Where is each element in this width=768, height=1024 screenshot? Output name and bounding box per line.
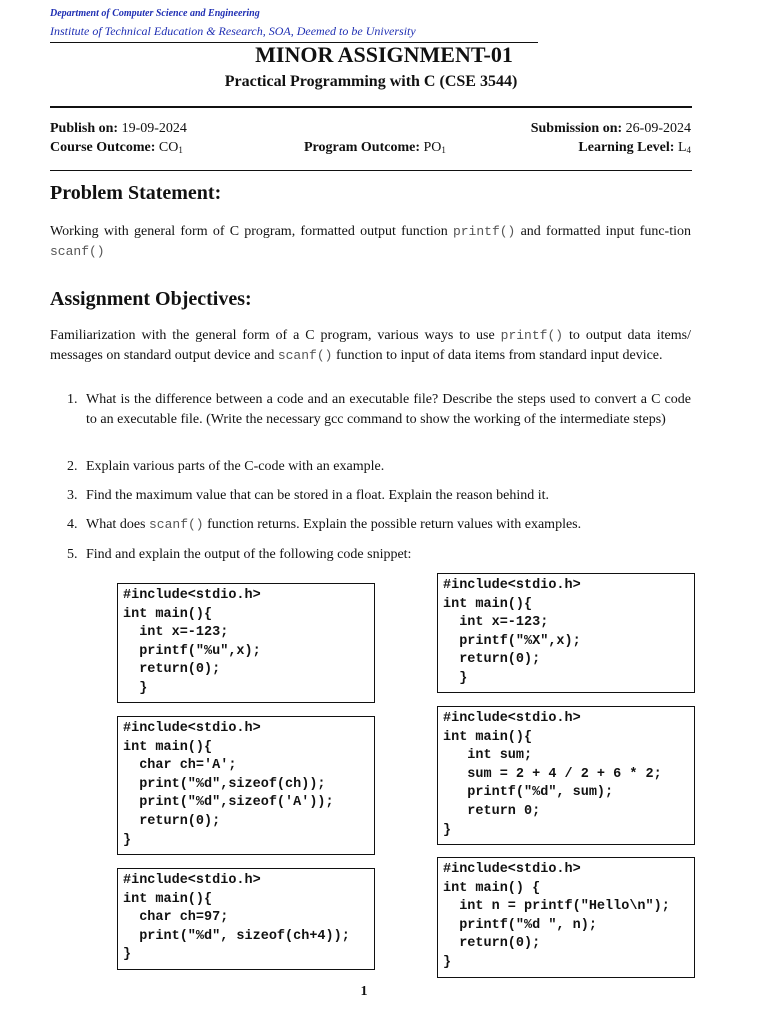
- submission-value: 26-09-2024: [625, 121, 691, 136]
- code-snippet-text: #include<stdio.h> int main(){ char ch='A'; print("%d",sizeof(ch)); print("%d",sizeof('A')); return(0); }: [123, 721, 334, 848]
- printf-code: printf(): [452, 224, 516, 239]
- program-outcome-value: PO: [423, 140, 442, 155]
- institute-name: Institute of Technical Education & Research, SOA, Deemed to be University: [50, 24, 416, 38]
- objectives-text-3: function to input of data items from standard input device.: [332, 347, 663, 363]
- question-number: 2.: [67, 459, 78, 474]
- problem-statement-heading: Problem Statement:: [50, 182, 222, 204]
- learning-level-value: L: [677, 140, 687, 155]
- code-snippet-4: [437, 706, 695, 845]
- question-text: Explain various parts of the C-code with an example.: [86, 459, 385, 474]
- code-snippet-5: [117, 868, 375, 970]
- question-text: [86, 515, 691, 535]
- code-snippet-text: #include<stdio.h> int main(){ int x=-123; printf("%u",x); return(0); }: [123, 588, 261, 696]
- objectives-text-2: to output data items/ messages on standard output device and: [50, 328, 691, 363]
- course-outcome-label: Course Outcome:: [50, 140, 156, 155]
- question-number: 1.: [67, 392, 78, 407]
- program-outcome-label: Program Outcome:: [304, 140, 420, 155]
- question-number: 4.: [67, 517, 78, 532]
- scanf-code: scanf(): [50, 243, 105, 259]
- question-text: Find the maximum value that can be stored in a float. Explain the reason behind it.: [86, 488, 550, 503]
- question-text: Find and explain the output of the following code snippet:: [86, 547, 412, 562]
- meta-rule: [50, 170, 692, 171]
- printf-code: printf(): [500, 328, 564, 343]
- course-outcome: [50, 140, 183, 156]
- objectives-text: [50, 326, 691, 365]
- department-name: Department of Computer Science and Engineering: [50, 8, 260, 19]
- learning-level-sub: 4: [686, 145, 691, 155]
- submission-label: Submission on:: [530, 121, 623, 136]
- code-snippet-1: [117, 583, 375, 703]
- assignment-objectives-heading: Assignment Objectives:: [50, 288, 252, 310]
- course-outcome-value: CO: [158, 140, 179, 155]
- learning-level-label: Learning Level:: [578, 140, 675, 155]
- code-snippet-3: [117, 716, 375, 855]
- course-subtitle: Practical Programming with C (CSE 3544): [224, 73, 518, 90]
- question-text: What is the difference between a code and an executable file? Describe the steps used to convert a C code to an executable file. (Write the necessary gcc command to show the working of the intermediate steps): [86, 392, 691, 427]
- publish-date: [50, 121, 187, 137]
- code-snippet-text: #include<stdio.h> int main() { int n = printf("Hello\n"); printf("%d ", n); return(0); }: [443, 862, 670, 970]
- question-text-before: What does: [86, 517, 149, 532]
- top-thick-rule: [50, 106, 692, 108]
- code-snippet-6: [437, 857, 695, 978]
- code-snippet-text: #include<stdio.h> int main(){ int x=-123; printf("%X",x); return(0); }: [443, 578, 581, 686]
- publish-label: Publish on:: [50, 121, 119, 136]
- assignment-title: MINOR ASSIGNMENT-01: [255, 42, 513, 67]
- code-snippet-text: #include<stdio.h> int main(){ int sum; sum = 2 + 4 / 2 + 6 * 2; printf("%d", sum); return 0; }: [443, 711, 662, 838]
- code-snippet-text: #include<stdio.h> int main(){ char ch=97; print("%d", sizeof(ch+4)); }: [123, 873, 350, 963]
- question-text-after: function returns. Explain the possible return values with examples.: [203, 517, 582, 532]
- scanf-code: scanf(): [148, 517, 204, 532]
- course-outcome-sub: 1: [178, 145, 183, 155]
- problem-statement-text: [50, 222, 691, 261]
- submission-date: [531, 121, 691, 137]
- page-number: 1: [360, 984, 368, 999]
- problem-text-2: and formatted input func-tion: [515, 224, 691, 239]
- publish-value: 19-09-2024: [121, 121, 187, 136]
- scanf-code: scanf(): [277, 347, 333, 363]
- objectives-text-1: Familiarization with the general form of a C program, various ways to use: [50, 328, 501, 343]
- program-outcome-sub: 1: [441, 145, 446, 155]
- program-outcome: [304, 140, 446, 156]
- question-number: 3.: [67, 488, 78, 503]
- code-snippet-2: [437, 573, 695, 693]
- learning-level: [578, 140, 691, 156]
- question-number: 5.: [67, 547, 78, 562]
- problem-text-1: Working with general form of C program, formatted output function: [50, 224, 453, 239]
